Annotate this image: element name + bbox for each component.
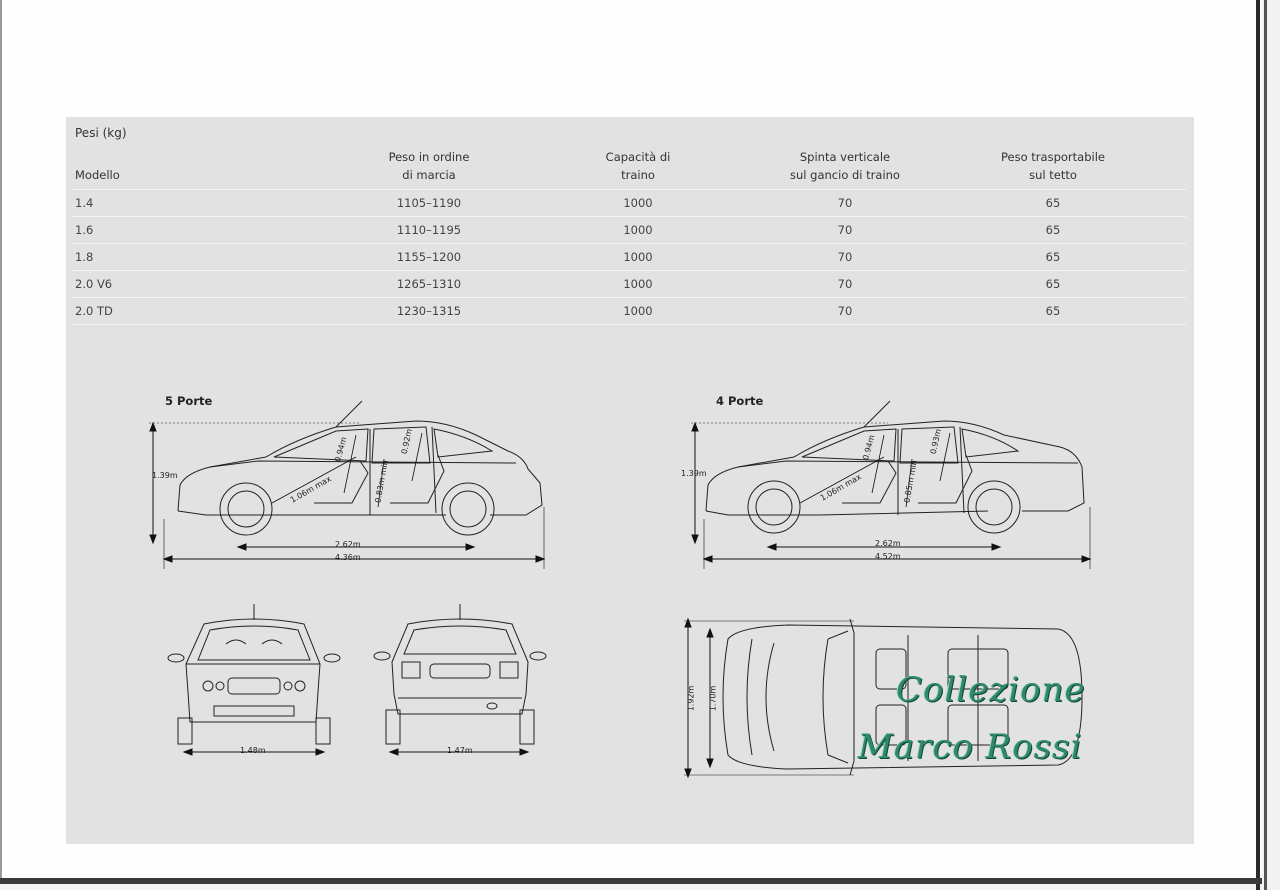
cell-tow: 1000 xyxy=(623,223,653,237)
page-edge-right-shadow xyxy=(1264,0,1267,890)
dim-5p-height: 1.39m xyxy=(152,471,178,480)
cell-tow: 1000 xyxy=(623,277,653,291)
dim-5p-rear-legroom: 0.83m min xyxy=(373,459,390,504)
cell-model: 2.0 V6 xyxy=(75,277,113,291)
cell-tow: 1000 xyxy=(623,250,653,264)
dim-4p-rear-headroom: 0.93m xyxy=(928,428,943,455)
table-row xyxy=(72,189,1186,216)
spec-panel xyxy=(66,117,1194,844)
cell-weight: 1230–1315 xyxy=(396,304,462,318)
header-weight xyxy=(364,148,494,184)
cell-tow: 1000 xyxy=(623,304,653,318)
dim-5p-front-legroom: 1.06m max xyxy=(288,474,333,505)
dim-4p-rear-legroom: 0.85m min xyxy=(902,459,919,504)
table-title: Pesi (kg) xyxy=(75,126,127,140)
cell-tow: 1000 xyxy=(623,196,653,210)
dim-rear-track: 1.47m xyxy=(447,746,473,755)
cell-model: 1.4 xyxy=(75,196,94,210)
page-edge-bottom xyxy=(0,878,1262,884)
header-model: Modello xyxy=(75,168,120,182)
side-view-5-porte xyxy=(146,407,566,577)
dim-top-width-mirrors: 1.92m xyxy=(686,685,696,712)
cell-roof: 65 xyxy=(1045,304,1061,318)
watermark-line1: Collezione xyxy=(896,670,1086,710)
cell-roof: 65 xyxy=(1045,223,1061,237)
cell-vertical: 70 xyxy=(837,196,853,210)
caption-4-porte: 4 Porte xyxy=(716,394,764,408)
cell-roof: 65 xyxy=(1045,277,1061,291)
dim-4p-wheelbase: 2.62m xyxy=(875,539,901,548)
front-view xyxy=(166,602,346,762)
dim-5p-rear-headroom: 0.92m xyxy=(399,428,414,455)
dim-top-width-body: 1.70m xyxy=(708,685,718,712)
header-vertical-line2: sul gancio di traino xyxy=(790,168,900,182)
dim-4p-front-headroom: 0.94m xyxy=(861,433,877,462)
rear-view xyxy=(374,602,554,762)
cell-model: 2.0 TD xyxy=(75,304,113,318)
cell-vertical: 70 xyxy=(837,223,853,237)
cell-vertical: 70 xyxy=(837,304,853,318)
header-tow xyxy=(573,148,703,184)
dim-4p-height: 1.39m xyxy=(681,469,707,478)
caption-5-porte: 5 Porte xyxy=(165,394,213,408)
dim-4p-length: 4.52m xyxy=(875,552,901,561)
dim-5p-wheelbase: 2.62m xyxy=(335,540,361,549)
table-row xyxy=(72,270,1186,297)
cell-roof: 65 xyxy=(1045,250,1061,264)
dim-front-track: 1.48m xyxy=(240,746,266,755)
cell-vertical: 70 xyxy=(837,277,853,291)
header-roof-line1: Peso trasportabile xyxy=(1001,150,1105,164)
page-edge-right xyxy=(1256,0,1260,890)
cell-weight: 1155–1200 xyxy=(396,250,462,264)
dim-4p-front-legroom: 1.06m max xyxy=(818,472,863,503)
header-tow-line1: Capacità di xyxy=(605,150,671,164)
header-weight-line1: Peso in ordine xyxy=(388,150,470,164)
header-weight-line2: di marcia xyxy=(402,168,456,182)
dim-5p-front-headroom: 0.94m xyxy=(333,435,349,464)
page-edge-left xyxy=(0,0,2,880)
header-roof-line2: sul tetto xyxy=(1029,168,1077,182)
header-roof xyxy=(978,148,1128,184)
dim-5p-length: 4.36m xyxy=(335,553,361,562)
cell-model: 1.6 xyxy=(75,223,94,237)
table-row xyxy=(72,243,1186,270)
header-vertical-line1: Spinta verticale xyxy=(799,150,891,164)
table-row xyxy=(72,216,1186,243)
cell-model: 1.8 xyxy=(75,250,94,264)
cell-roof: 65 xyxy=(1045,196,1061,210)
cell-weight: 1105–1190 xyxy=(396,196,462,210)
header-vertical xyxy=(770,148,920,184)
header-tow-line2: traino xyxy=(621,168,655,182)
cell-vertical: 70 xyxy=(837,250,853,264)
watermark-line2: Marco Rossi xyxy=(858,727,1083,767)
cell-weight: 1265–1310 xyxy=(396,277,462,291)
cell-weight: 1110–1195 xyxy=(396,223,462,237)
table-row xyxy=(72,297,1186,325)
